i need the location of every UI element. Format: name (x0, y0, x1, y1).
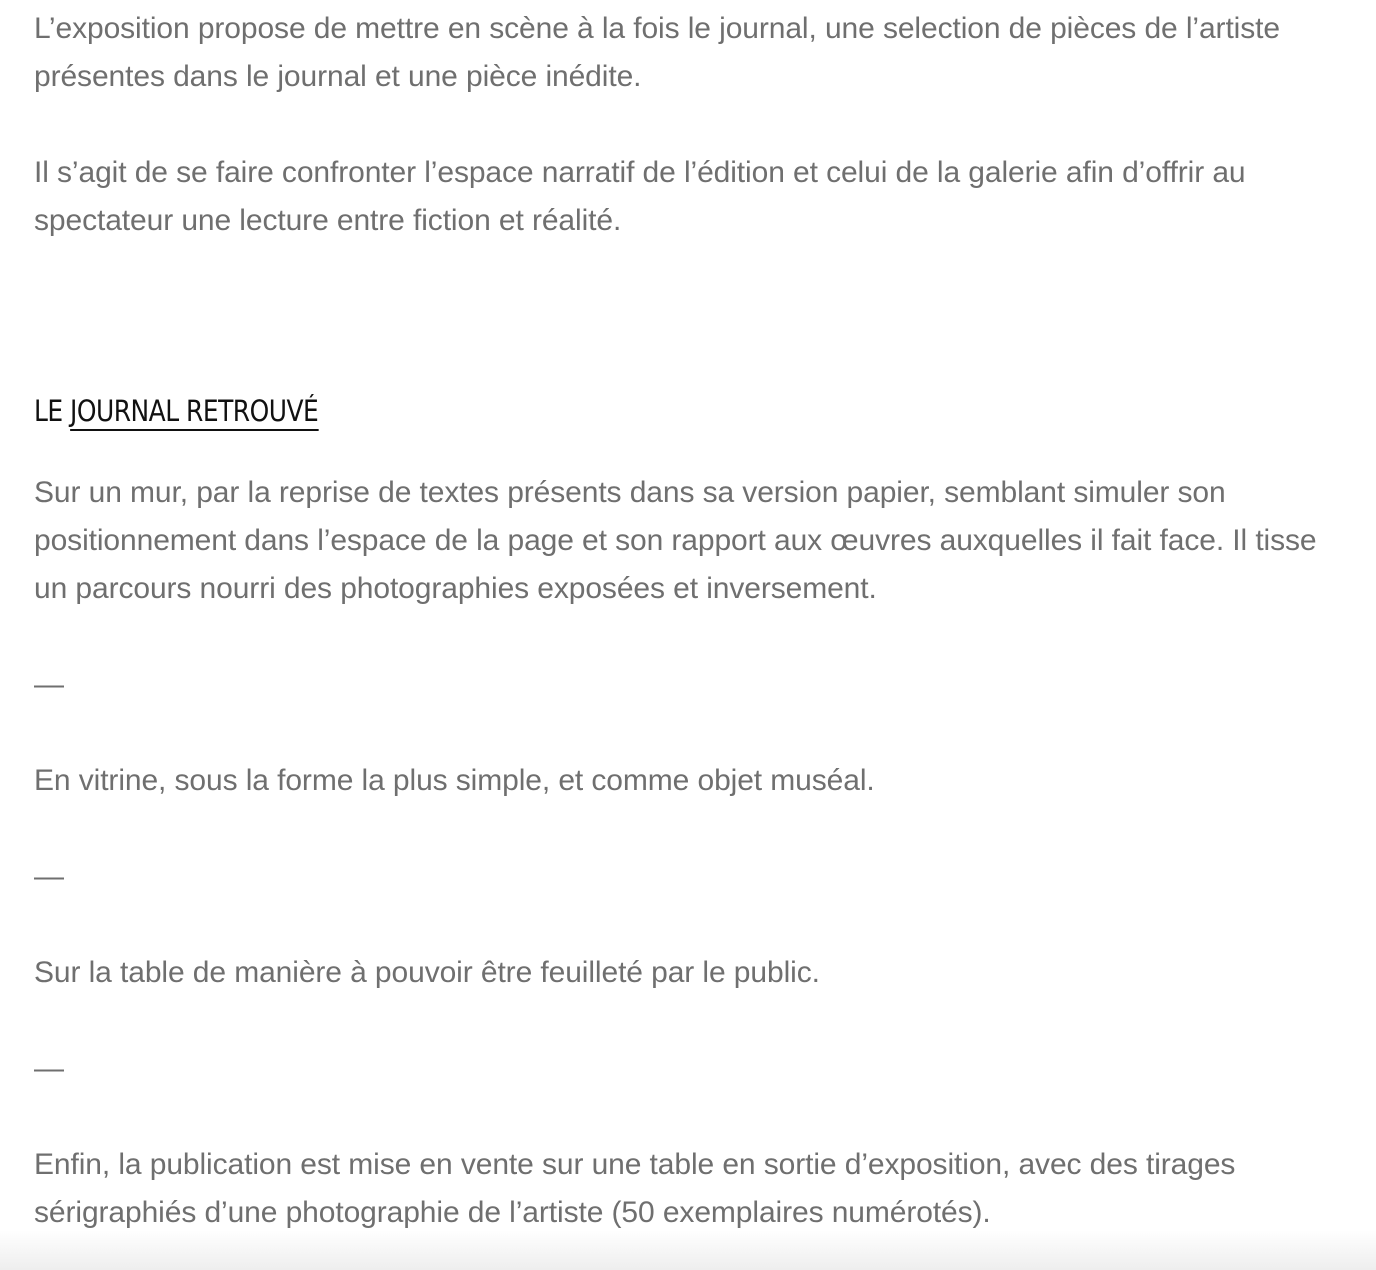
table-paragraph: Sur la table de manière à pouvoir être feuilleté par le public. (34, 956, 820, 989)
sale-paragraph: Enfin, la publication est mise en vente sur une table en sortie d’exposition, avec des tirages sérigraphiés d’une photographie de l’artiste (50 exemplaires numérotés). (34, 1148, 1236, 1229)
separator-dash: — (34, 1052, 64, 1085)
heading-prefix: LE (34, 394, 71, 428)
journal-retrouve-link[interactable]: JOURNAL RETROUVÉ (70, 394, 318, 431)
intro-paragraph: L’exposition propose de mettre en scène à la fois le journal, une selection de pièces de l’artiste présentes dans le journal et une pièce inédite. (34, 12, 1280, 93)
bottom-fade (0, 1230, 1376, 1270)
vitrine-paragraph: En vitrine, sous la forme la plus simple, et comme objet muséal. (34, 764, 875, 797)
separator-dash: — (34, 860, 64, 893)
concept-paragraph: Il s’agit de se faire confronter l’espace narratif de l’édition et celui de la galerie afin d’offrir au spectateur une lecture entre fiction et réalité. (34, 156, 1246, 237)
separator-dash: — (34, 668, 64, 701)
section-heading (34, 391, 318, 431)
wall-paragraph: Sur un mur, par la reprise de textes présents dans sa version papier, semblant simuler son positionnement dans l’espace de la page et son rapport aux œuvres auxquelles il fait face. Il tisse un parcours nourri des photographies exposées et inversement. (34, 476, 1317, 605)
